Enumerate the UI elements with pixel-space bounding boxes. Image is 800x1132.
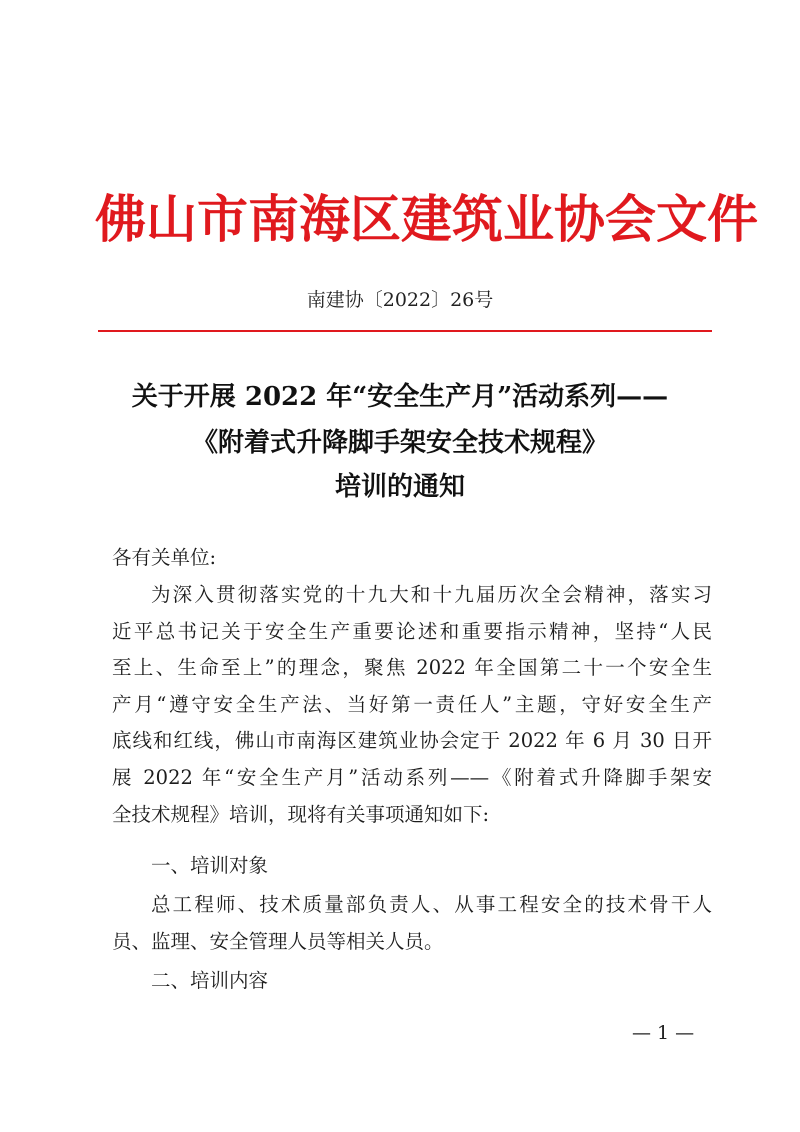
document-masthead: 佛山市南海区建筑业协会文件: [95, 191, 759, 250]
red-divider-rule: [98, 330, 712, 332]
notice-title-line-2: 《附着式升降脚手架安全技术规程》: [191, 428, 608, 458]
intro-line: 产月“遵守安全生产法、当好第一责任人”主题，守好安全生产: [112, 692, 712, 716]
intro-line: 展 2022 年“安全生产月”活动系列——《附着式升降脚手架安: [112, 765, 712, 789]
document-number: 南建协〔2022〕26号: [306, 289, 494, 311]
intro-line: 底线和红线，佛山市南海区建筑业协会定于 2022 年 6 月 30 日开: [112, 729, 712, 753]
intro-line: 近平总书记关于安全生产重要论述和重要指示精神，坚持“人民: [112, 619, 712, 643]
audience-line: 总工程师、技术质量部负责人、从事工程安全的技术骨干人: [151, 893, 712, 916]
section-heading-training-content: 二、培训内容: [151, 969, 269, 992]
audience-line: 员、监理、安全管理人员等相关人员。: [112, 929, 444, 953]
notice-title-line-1: 关于开展 2022 年“安全生产月”活动系列——: [131, 382, 669, 412]
salutation: 各有关单位:: [112, 546, 217, 569]
notice-title-line-3: 培训的通知: [334, 472, 465, 502]
intro-line: 全技术规程》培训，现将有关事项通知如下:: [112, 802, 490, 826]
section-heading-training-audience: 一、培训对象: [151, 854, 269, 877]
intro-paragraph: [112, 577, 712, 833]
intro-line: 至上、生命至上”的理念，聚焦 2022 年全国第二十一个安全生: [112, 656, 712, 680]
page-number: — 1 —: [632, 1022, 695, 1044]
training-audience-paragraph: [112, 887, 712, 960]
intro-line: 为深入贯彻落实党的十九大和十九届历次全会精神，落实习: [151, 583, 712, 606]
